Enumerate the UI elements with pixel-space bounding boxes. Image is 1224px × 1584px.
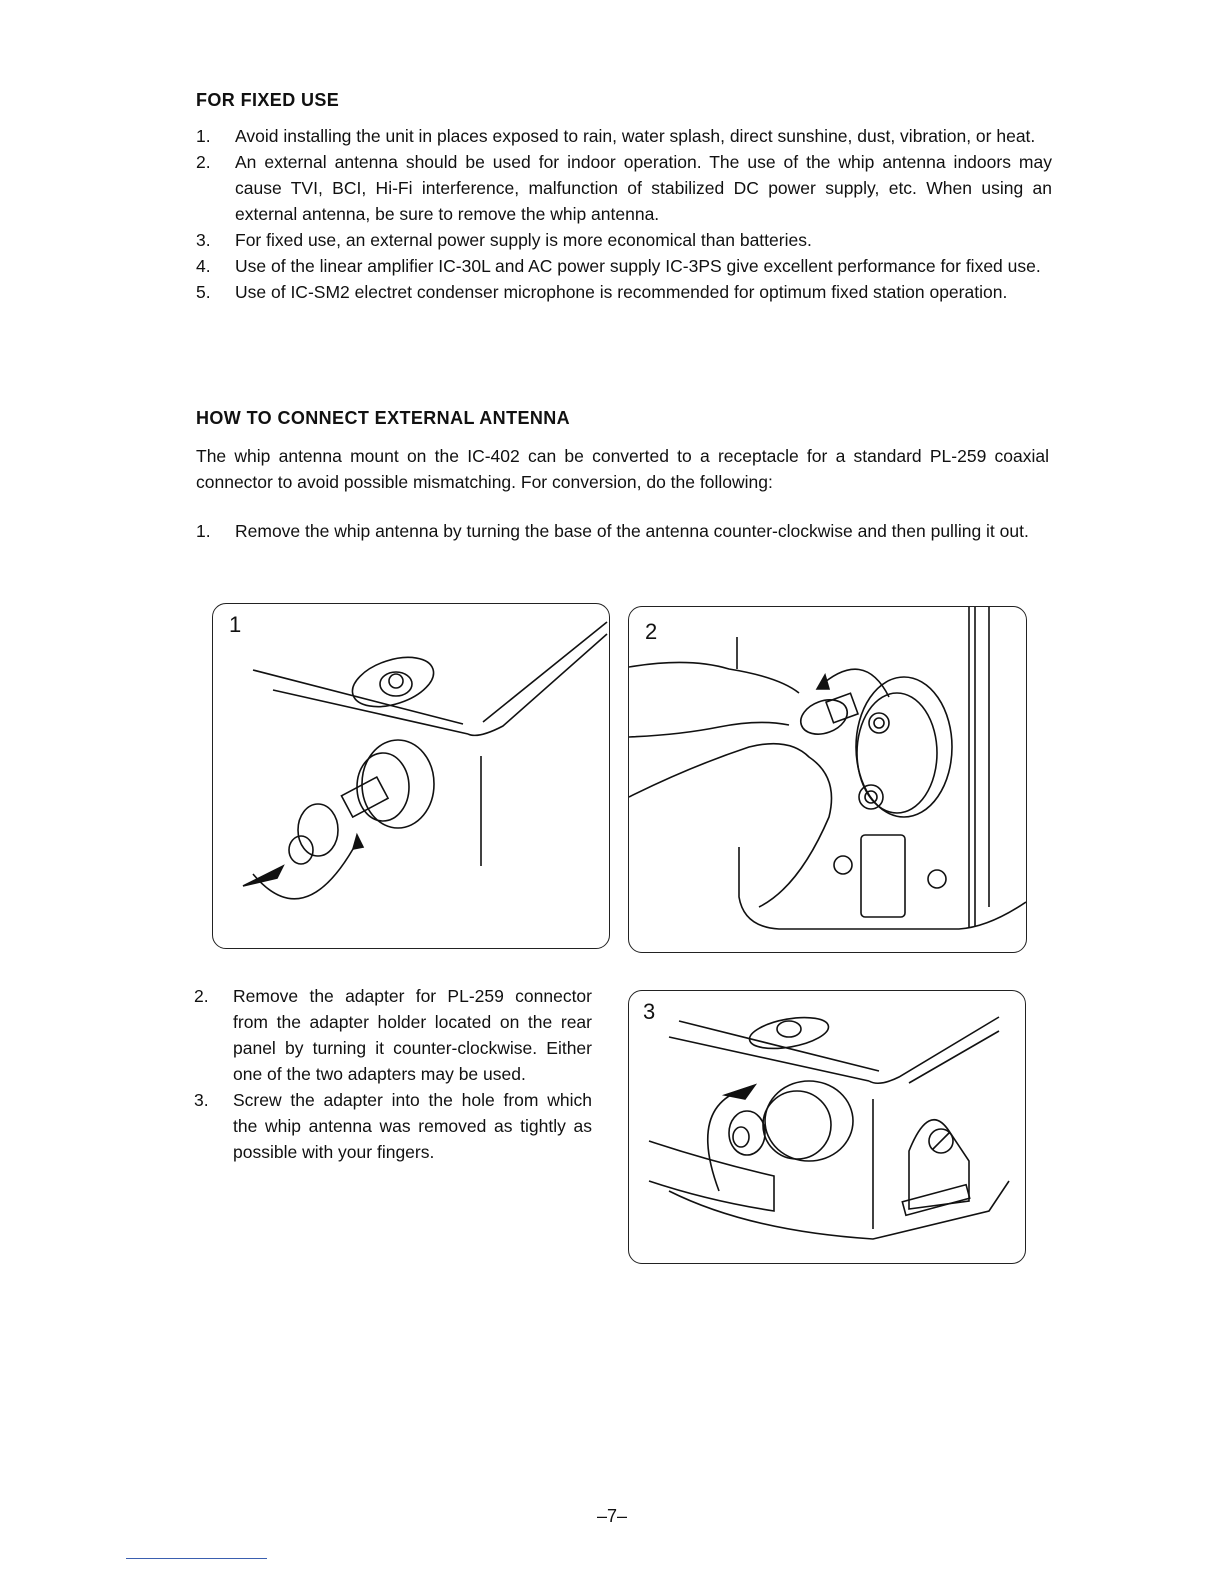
figure-3-illustration	[629, 991, 1025, 1263]
antenna-heading: HOW TO CONNECT EXTERNAL ANTENNA	[196, 408, 571, 428]
figure-1-illustration	[213, 604, 609, 948]
figure-3-label: 3	[643, 999, 656, 1024]
item-number: 2.	[194, 986, 209, 1006]
footnote-divider	[126, 1558, 267, 1559]
item-number: 5.	[196, 282, 211, 302]
item-text: Screw the adapter into the hole from which the whip antenna was removed as tightly as possible with your fingers.	[233, 1090, 592, 1162]
item-text: Remove the adapter for PL-259 connector from the adapter holder located on the rear panel by turning it counter-clockwise. Either one of the two adapters may be used.	[233, 986, 592, 1084]
item-number: 2.	[196, 152, 211, 172]
item-number: 1.	[196, 521, 211, 541]
item-text: Use of IC-SM2 electret condenser microphone is recommended for optimum fixed station operation.	[235, 282, 1008, 302]
item-text: For fixed use, an external power supply is more economical than batteries.	[235, 230, 812, 250]
figure-1	[212, 603, 610, 949]
list-item	[196, 123, 1052, 149]
antenna-intro: The whip antenna mount on the IC-402 can be converted to a receptacle for a standard PL-259 coaxial connector to avoid possible mismatching. For conversion, do the following:	[196, 446, 1049, 492]
list-item	[196, 518, 1052, 544]
item-number: 1.	[196, 126, 211, 146]
list-item	[196, 227, 1052, 253]
item-number: 4.	[196, 256, 211, 276]
item-number: 3.	[194, 1090, 209, 1110]
figure-2-illustration	[629, 607, 1026, 952]
figure-2-label: 2	[645, 619, 658, 644]
item-number: 3.	[196, 230, 211, 250]
list-item	[196, 149, 1052, 227]
list-item	[194, 1087, 592, 1165]
fixed-use-list	[196, 123, 1052, 305]
antenna-step-1-list	[196, 518, 1052, 544]
page-number: –7–	[596, 1506, 628, 1526]
item-text: Use of the linear amplifier IC-30L and AC power supply IC-3PS give excellent performance for fixed use.	[235, 256, 1041, 276]
list-item	[196, 253, 1052, 279]
figure-1-label: 1	[229, 612, 242, 637]
figure-3	[628, 990, 1026, 1264]
item-text: Avoid installing the unit in places exposed to rain, water splash, direct sunshine, dust, vibration, or heat.	[235, 126, 1036, 146]
item-text: Remove the whip antenna by turning the base of the antenna counter-clockwise and then pulling it out.	[235, 521, 1029, 541]
item-text: An external antenna should be used for indoor operation. The use of the whip antenna indoors may cause TVI, BCI, Hi-Fi interference, malfunction of stabilized DC power supply, etc. When using an external antenna, be sure to remove the whip antenna.	[235, 152, 1052, 224]
antenna-steps-list	[194, 983, 592, 1165]
fixed-use-heading: FOR FIXED USE	[196, 90, 340, 110]
list-item	[194, 983, 592, 1087]
list-item	[196, 279, 1052, 305]
figure-2	[628, 606, 1027, 953]
